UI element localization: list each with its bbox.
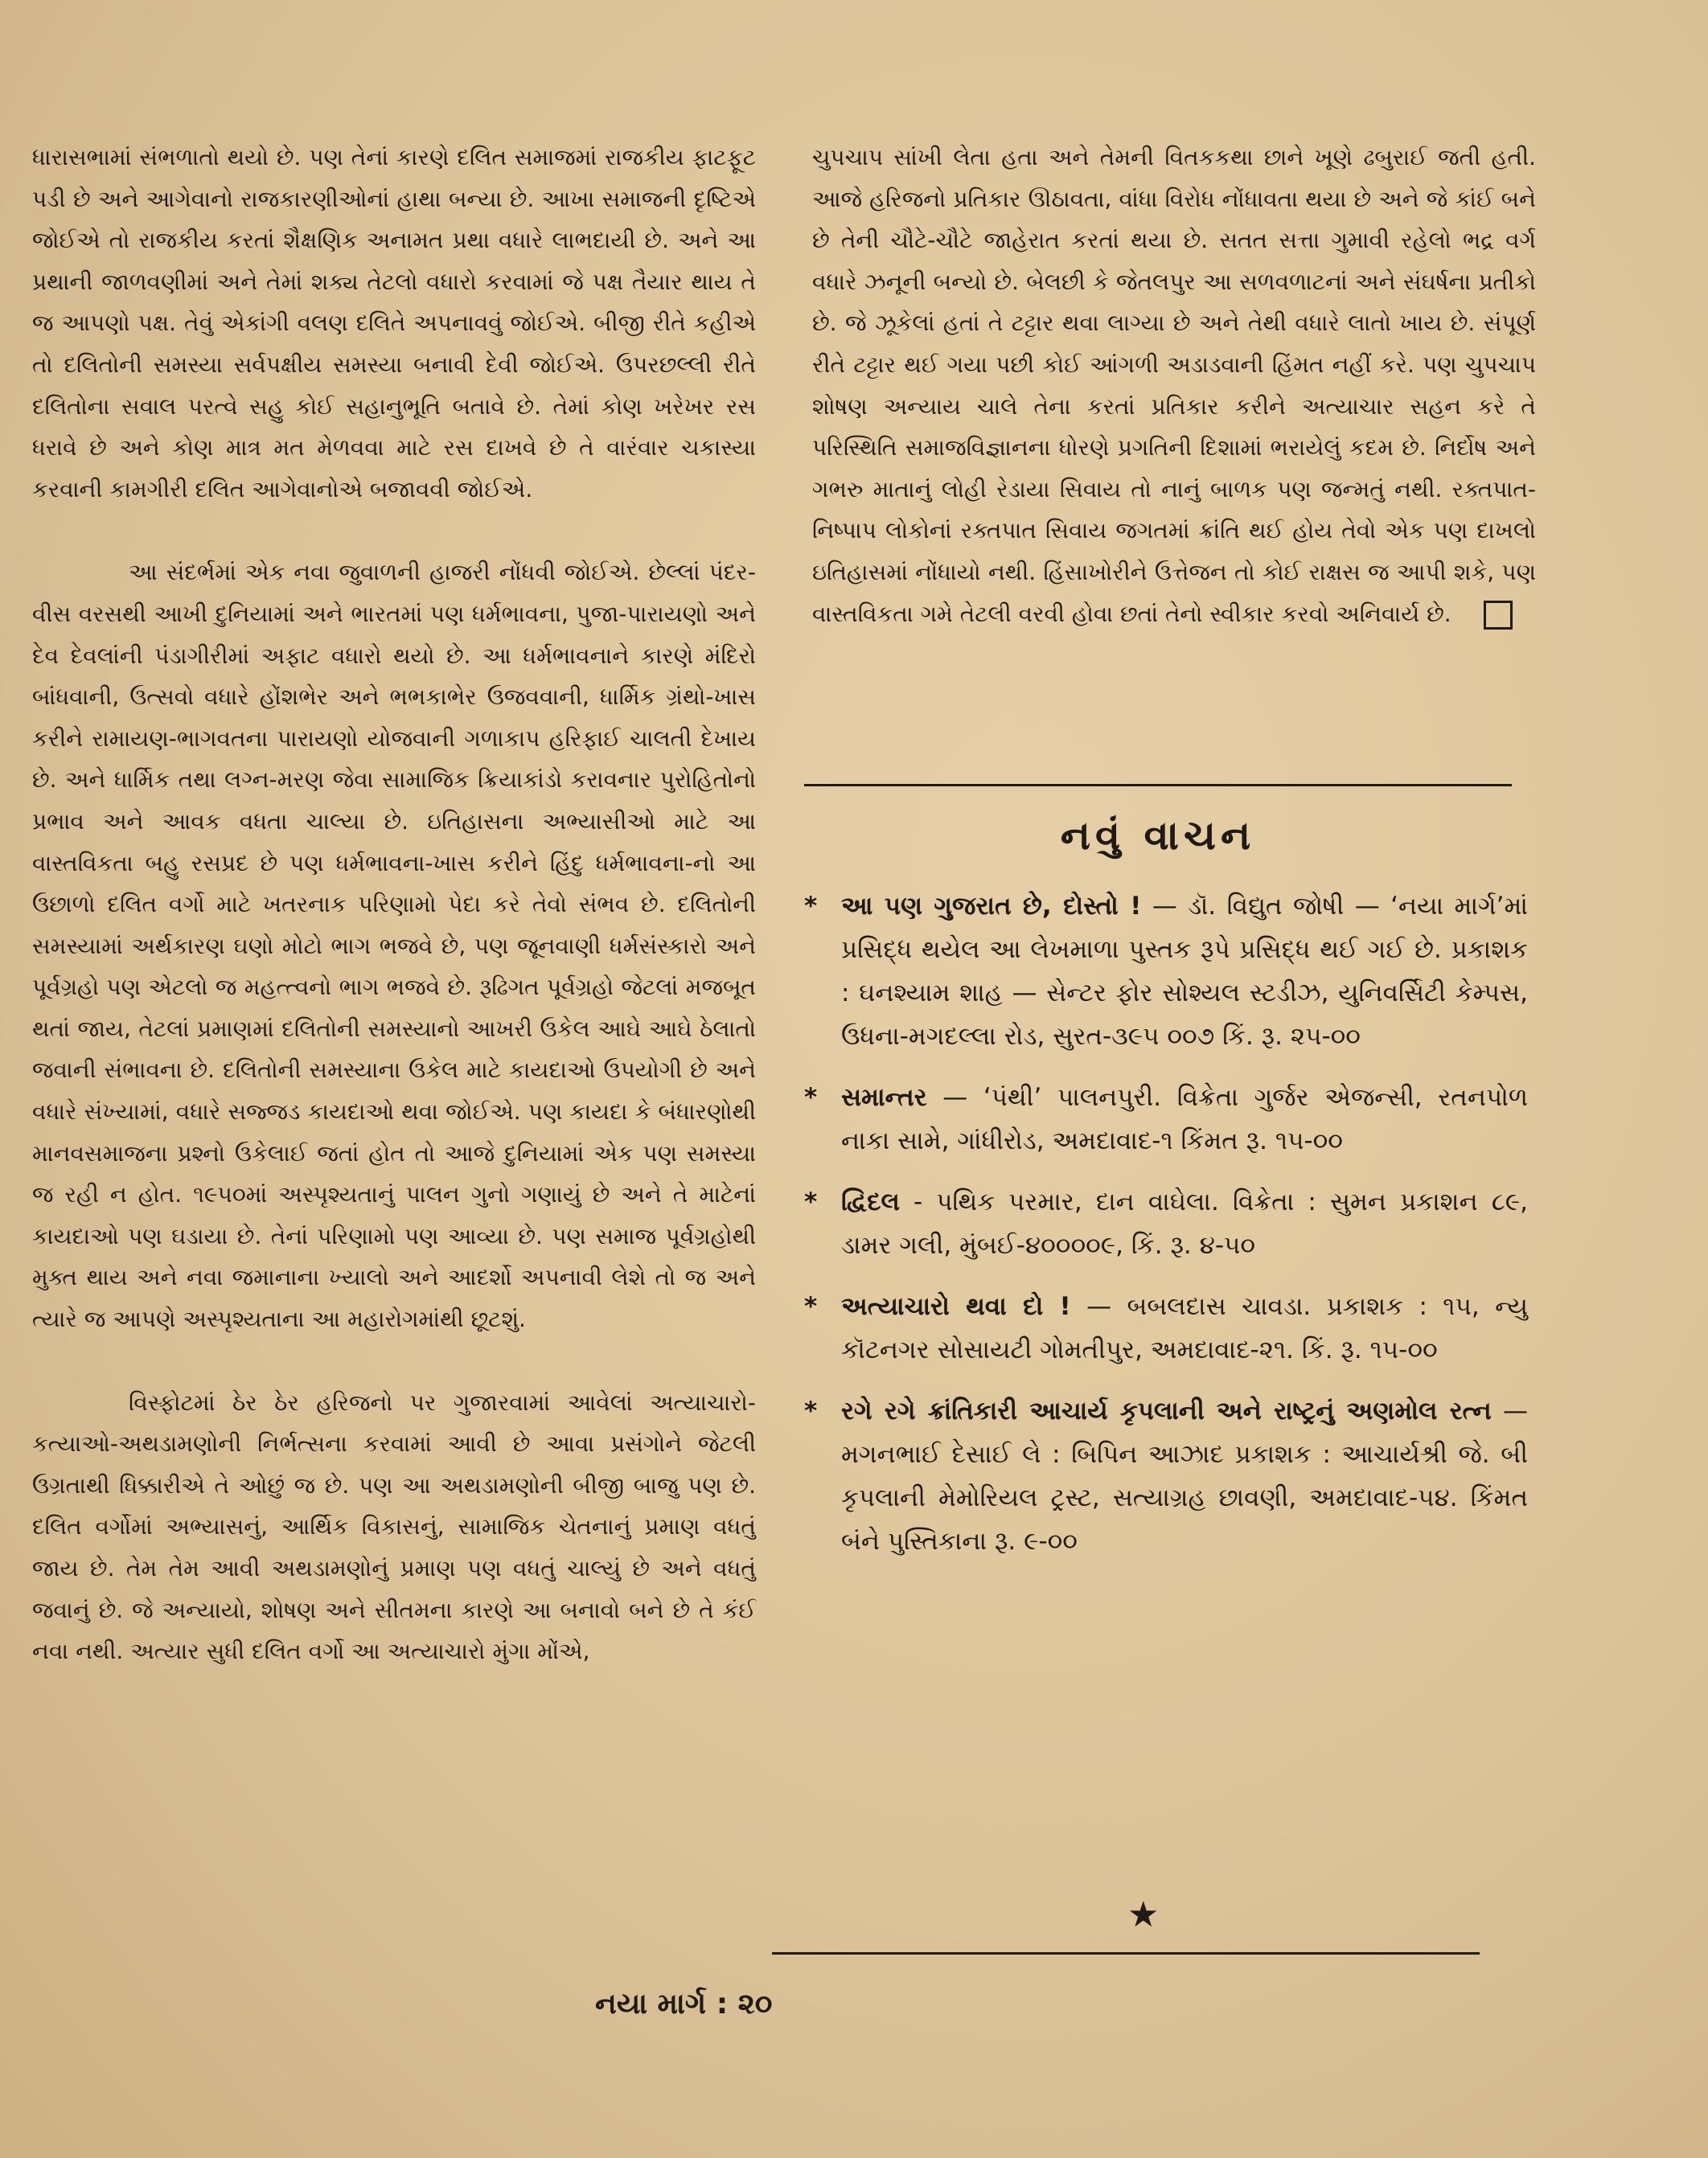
asterisk-bullet-icon: *: [804, 1397, 818, 1426]
right-column-article: [812, 137, 1536, 634]
book-entry: [804, 1076, 1528, 1163]
book-title: દ્વિદલ: [841, 1188, 900, 1216]
left-column-article: [32, 137, 756, 1672]
book-details: - પથિક પરમાર, દાન વાઘેલા. વિક્રેતા : સુમન પ્રકાશન ૮૯, ડામર ગલી, મુંબઈ-૪૦૦૦૦૯, કિં. રૂ. ૪-૫૦: [841, 1188, 1528, 1260]
section-title: નવું વાચન: [1060, 812, 1256, 859]
book-details: — ડૉ. વિદ્યુત જોષી — ‘નયા માર્ગ’માં પ્રસિદ્ધ થયેલ આ લેખમાળા પુસ્તક રૂપે પ્રસિદ્ધ થઈ ગઈ છે. પ્રકાશક : ઘનશ્યામ શાહ — સેન્ટર ફોર સોશ્યલ સ્ટડીઝ, યુનિવર્સિટી કેમ્પસ, ઉધના-મગદલ્લા રોડ, સુરત-૩૯૫ ૦૦૭ કિં. રૂ. ૨૫-૦૦: [841, 892, 1529, 1051]
book-title: રગે રગે ક્રાંતિકારી આચાર્ય કૃપલાની અને રાષ્ટ્રનું અણમોલ રત્ન: [841, 1397, 1492, 1426]
section-end-divider: [772, 1952, 1480, 1955]
article-paragraph-text: ચુપચાપ સાંખી લેતા હતા અને તેમની વિતકકથા છાને ખૂણે ઢબુરાઈ જતી હતી. આજે હરિજનો પ્રતિકાર ઊઠાવતા, વાંધા વિરોધ નોંધાવતા થયા છે અને જે કાંઈ બને છે તેની ચૌટે-ચૌટે જાહેરાત કરતાં થયા છે. સતત સત્તા ગુમાવી રહેલો ભદ્ર વર્ગ વધારે ઝનૂની બન્યો છે. બેલછી કે જેતલપુર આ સળવળાટનાં અને સંઘર્ષના પ્રતીકો છે. જે ઝૂકેલાં હતાં તે ટટ્ટાર થવા લાગ્યા છે અને તેથી વધારે લાતો ખાય છે. સંપૂર્ણ રીતે ટટ્ટાર થઈ ગયા પછી કોઈ આંગળી અડાડવાની હિંમત નહીં કરે. પણ ચુપચાપ શોષણ અન્યાય ચાલે તેના કરતાં પ્રતિકાર કરીને અત્યાચાર સહન કરે તે પરિસ્થિતિ સમાજવિજ્ઞાનના ધોરણે પ્રગતિની દિશામાં ભરાયેલું કદમ છે. નિર્દોષ અને ગભરુ માતાનું લોહી રેડાયા સિવાય તો નાનું બાળક પણ જન્મતું નથી. રક્તપાત-નિષ્પાપ લોકોનાં રક્તપાત સિવાય જગતમાં ક્રાંતિ થઈ હોય તેવો એક પણ દાખલો ઇતિહાસમાં નોંધાયો નથી. હિંસાખોરીને ઉત્તેજન તો કોઈ રાક્ષસ જ આપી શકે, પણ વાસ્તવિકતા ગમે તેટલી વરવી હોવા છતાં તેનો સ્વીકાર કરવો અનિવાર્ય છે.: [812, 144, 1536, 627]
asterisk-bullet-icon: *: [804, 892, 818, 921]
book-details: — બબલદાસ ચાવડા. પ્રકાશક : ૧૫, ન્યુ કૉટનગર સોસાયટી ગોમતીપુર, અમદાવાદ-૨૧. કિં. રૂ. ૧૫-૦૦: [841, 1292, 1528, 1364]
article-paragraph: વિસ્ફોટમાં ઠેર ઠેર હરિજનો પર ગુજારવામાં આવેલાં અત્યાચારો-કત્યાઓ-અથડામણોની નિર્ભત્સના કરવામાં આવી છે આવા પ્રસંગોને જેટલી ઉગ્રતાથી ધિક્કારીએ તે ઓછું જ છે. પણ આ અથડામણોની બીજી બાજુ પણ છે. દલિત વર્ગોમાં અભ્યાસનું, આર્થિક વિકાસનું, સામાજિક ચેતનાનું પ્રમાણ વધતું જાય છે. તેમ તેમ આવી અથડામણોનું પ્રમાણ પણ વધતું ચાલ્યું છે અને વધતું જવાનું છે. જે અન્યાયો, શોષણ અને સીતમના કારણે આ બનાવો બને છે તે કંઈ નવા નથી. અત્યાર સુધી દલિત વર્ગો આ અત્યાચારો મુંગા મોંએ,: [32, 1389, 756, 1665]
book-details: — મગનભાઈ દેસાઈ લે : બિપિન આઝાદ પ્રકાશક : આચાર્યશ્રી જે. બી કૃપલાની મેમોરિયલ ટ્રસ્ટ, સત્યાગ્રહ છાવણી, અમદાવાદ-૫૪. કિંમત બંને પુસ્તિકાના રૂ. ૯-૦૦: [841, 1397, 1528, 1556]
book-title: સમાન્તર: [841, 1083, 927, 1112]
end-mark-icon: [1484, 601, 1513, 630]
book-entry: [804, 1180, 1528, 1267]
asterisk-bullet-icon: *: [804, 1292, 818, 1321]
book-entry: [804, 884, 1528, 1058]
article-paragraph: ધારાસભામાં સંભળાતો થયો છે. પણ તેનાં કારણે દલિત સમાજમાં રાજકીય ફાટફૂટ પડી છે અને આગેવાનો રાજકારણીઓનાં હાથા બન્યા છે. આખા સમાજની દૃષ્ટિએ જોઈએ તો રાજકીય કરતાં શૈક્ષણિક અનામત પ્રથા વધારે લાભદાયી છે. અને આ પ્રથાની જાળવણીમાં અને તેમાં શક્ય તેટલો વધારો કરવામાં જે પક્ષ તૈયાર થાય તે જ આપણો પક્ષ. તેવું એકાંગી વલણ દલિતે અપનાવવું જોઈએ. બીજી રીતે કહીએ તો દલિતોની સમસ્યા સર્વપક્ષીય સમસ્યા બનાવી દેવી જોઈએ. ઉપરછલ્લી રીતે દલિતોના સવાલ પરત્વે સહુ કોઈ સહાનુભૂતિ બતાવે છે. તેમાં કોણ ખરેખર રસ ધરાવે છે અને કોણ માત્ર મત મેળવવા માટે રસ દાખવે છે તે વારંવાર ચકાસ્યા કરવાની કામગીરી દલિત આગેવાનોએ બજાવવી જોઈએ.: [32, 144, 756, 503]
section-divider: [804, 784, 1512, 786]
book-title: અત્યાચારો થવા દો !: [841, 1292, 1071, 1321]
book-entry: [804, 1285, 1528, 1372]
asterisk-bullet-icon: *: [804, 1083, 818, 1112]
asterisk-bullet-icon: *: [804, 1188, 818, 1216]
book-list: [804, 884, 1528, 1581]
book-entry: [804, 1389, 1528, 1563]
article-paragraph: આ સંદર્ભમાં એક નવા જુવાળની હાજરી નોંધવી જોઈએ. છેલ્લાં પંદર-વીસ વરસથી આખી દુનિયામાં અને ભારતમાં પણ ધર્મભાવના, પુજા-પારાયણો અને દેવ દેવલાંની પંડાગીરીમાં અફાટ વધારો થયો છે. આ ધર્મભાવનાને કારણે મંદિરો બાંધવાની, ઉત્સવો વધારે હોંશભેર અને ભભકાભેર ઉજવવાની, ધાર્મિક ગ્રંથો-ખાસ કરીને રામાયણ-ભાગવતના પારાયણો યોજવાની ગળાકાપ હરિફાઈ ચાલતી દેખાય છે. અને ધાર્મિક તથા લગ્ન-મરણ જેવા સામાજિક ક્રિયાકાંડો કરાવનાર પુરોહિતોનો પ્રભાવ અને આવક વધતા ચાલ્યા છે. ઇતિહાસના અભ્યાસીઓ માટે આ વાસ્તવિકતા બહુ રસપ્રદ છે પણ ધર્મભાવના-ખાસ કરીને હિંદુ ધર્મભાવના-નો આ ઉછાળો દલિત વર્ગો માટે ખતરનાક પરિણામો પેદા કરે તેવો સંભવ છે. દલિતોની સમસ્યામાં અર્થકારણ ઘણો મોટો ભાગ ભજવે છે, પણ જૂનવાણી ધર્મસંસ્કારો અને પૂર્વગ્રહો પણ એટલો જ મહત્ત્વનો ભાગ ભજવે છે. રૂઢિગત પૂર્વગ્રહો જેટલાં મજબૂત થતાં જાય, તેટલાં પ્રમાણમાં દલિતોની સમસ્યાનો આખરી ઉકેલ આઘે આઘે ઠેલાતો જવાની સંભાવના છે. દલિતોની સમસ્યાના ઉકેલ માટે કાયદાઓ ઉપયોગી છે અને વધારે સંખ્યામાં, વધારે સજ્જડ કાયદાઓ થવા જોઈએ. પણ કાયદા કે બંધારણોથી માનવસમાજના પ્રશ્નો ઉકેલાઈ જતાં હોત તો આજે દુનિયામાં એક પણ સમસ્યા જ રહી ન હોત. ૧૯૫૦માં અસ્પૃશ્યતાનું પાલન ગુનો ગણાયું છે અને તે માટેનાં કાયદાઓ પણ ઘડાયા છે. તેનાં પરિણામો પણ આવ્યા છે. પણ સમાજ પૂર્વગ્રહોથી મુક્ત થાય અને નવા જમાનાના ખ્યાલો અને આદર્શો અપનાવી લેશે તો જ અને ત્યારે જ આપણે અસ્પૃશ્યતાના આ મહારોગમાંથી છૂટશું.: [32, 559, 756, 1333]
book-title: આ પણ ગુજરાત છે, દોસ્તો !: [841, 892, 1142, 921]
page-footer: નયા માર્ગ : ૨૦: [595, 1988, 773, 2021]
book-details: — ‘પંથી’ પાલનપુરી. વિક્રેતા ગુર્જર એજન્સી, રતનપોળ નાકા સામે, ગાંધીરોડ, અમદાવાદ-૧ કિંમત રૂ. ૧૫-૦૦: [841, 1083, 1528, 1155]
star-icon: ★: [1127, 1894, 1160, 1935]
article-paragraph: [812, 137, 1536, 634]
